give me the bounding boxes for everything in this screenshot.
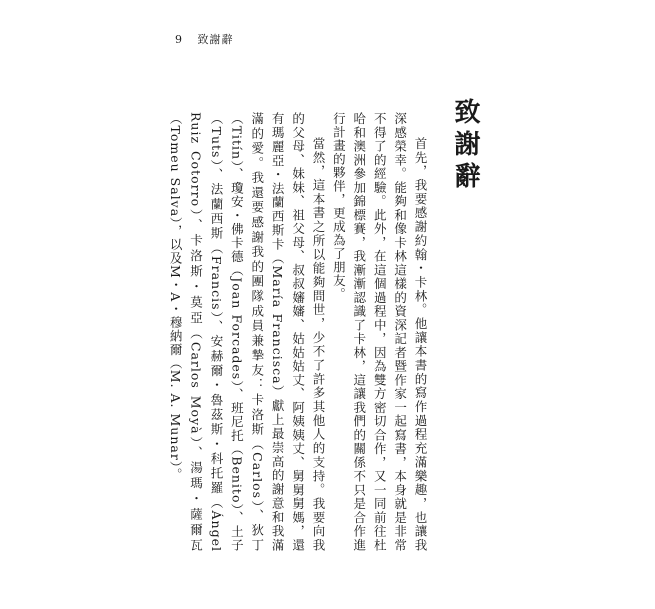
chapter-title: 致謝辭 (450, 98, 480, 194)
paragraph: 當然，這本書之所以能夠問世，少不了許多其他人的支持。我要向我的父母、妹妹、祖父母、叔叔嬸嬸、姑姑姑丈、阿姨姨丈、舅舅舅媽，還有瑪麗亞・法蘭西斯卡（María Francisca）獻上最崇高的謝意和我滿滿的愛。我還要感謝我的團隊成員兼摯友：卡洛斯（Carlos）、狄丁（Titín）、瓊安・佛卡德（Joan Forcades）、班尼托（Benito）、土子（Tuts）、法蘭西斯（Francis）、安赫爾・魯茲斯・科托羅（Ángel Ruiz Cotorro）、卡洛斯・莫亞（Carlos Moyà）、湯瑪・薩爾瓦（Tomeu Salva），以及M・A・穆納爾（M. A. Munar）。 (168, 112, 326, 552)
page-number: 9 (175, 33, 183, 46)
running-header (175, 31, 234, 47)
body-text (168, 112, 430, 552)
running-title: 致謝辭 (197, 33, 234, 46)
paragraph: 首先，我要感謝約翰・卡林。他讓本書的寫作過程充滿樂趣，也讓我深感榮幸。能夠和像卡林這樣的資深記者暨作家一起寫書，本身就是非常不得了的經驗。此外，在這個過程中，因為雙方密切合作，又一同前往杜哈和澳洲參加錦標賽，我漸漸認識了卡林，這讓我們的關係不只是合作進行計畫的夥伴，更成為了朋友。 (331, 112, 428, 552)
